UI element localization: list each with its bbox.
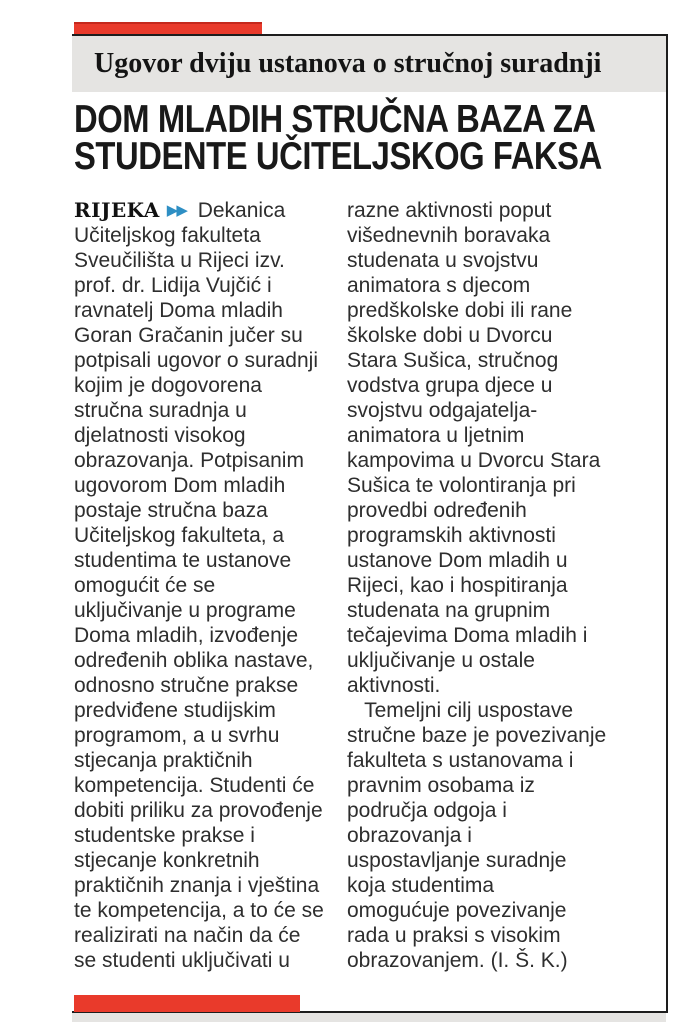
body-text-line: tečajevima Doma mladih i (347, 624, 588, 647)
body-text-line: animatora u ljetnim (347, 424, 525, 447)
body-text-line: ravnatelj Doma mladih (74, 299, 283, 322)
body-text-line: Goran Gračanin jučer su (74, 324, 303, 347)
red-accent-bar-bottom (74, 995, 300, 1012)
left-column-lines (74, 223, 336, 973)
body-text-line: animatora s djecom (347, 274, 531, 297)
body-text-line: uspostavljanje suradnje (347, 849, 567, 872)
body-text-line: višednevnih boravaka (347, 224, 551, 247)
body-text-line: omogućit će se (74, 574, 216, 597)
body-text-line: obrazovanja. Potpisanim (74, 449, 304, 472)
body-text-line: studentima te ustanove (74, 549, 292, 572)
body-text-line: programom, a u svrhu (74, 724, 280, 747)
body-text-line: prof. dr. Lidija Vujčić i (74, 274, 272, 297)
headline-line-2: STUDENTE UČITELJSKOG FAKSA (74, 135, 602, 178)
headline-line-1: DOM MLADIH STRUČNA BAZA ZA (74, 98, 596, 141)
body-text-line: svojstvu odgajatelja- (347, 399, 538, 422)
next-section-gray-strip (72, 1013, 666, 1022)
body-text-line: djelatnosti visokog (74, 424, 246, 447)
body-text-line: Stara Sušica, stručnog (347, 349, 559, 372)
body-text-line: uključivanje u ostale (347, 649, 535, 672)
kicker-strip (72, 36, 666, 92)
body-text-line: te kompetencija, a to će se (74, 899, 324, 922)
body-text-line: praktičnih znanja i vještina (74, 874, 320, 897)
kicker-label: Ugovor dviju ustanova o stručnoj suradnji (94, 48, 602, 79)
body-text-line: predviđene studijskim (74, 699, 276, 722)
body-text-line: Rijeci, kao i hospitiranja (347, 574, 568, 597)
body-text-line: vodstva grupa djece u (347, 374, 553, 397)
body-text-line: studentske prakse i (74, 824, 255, 847)
body-text-line: omogućuje povezivanje (347, 899, 567, 922)
body-text-line: uključivanje u programe (74, 599, 296, 622)
right-column-lines (347, 198, 609, 973)
body-text-line: školske dobi u Dvorcu (347, 324, 553, 347)
body-text-line: kampovima u Dvorcu Stara (347, 449, 601, 472)
dateline-marker-icon: ▶▶ (166, 201, 186, 219)
lead-line (74, 198, 336, 223)
body-text-line: aktivnosti. (347, 674, 441, 697)
body-text-line: fakulteta s ustanovama i (347, 749, 574, 772)
lead-text: Dekanica (191, 199, 286, 222)
body-text-line: dobiti priliku za provođenje (74, 799, 323, 822)
body-text-line: Sveučilišta u Rijeci izv. (74, 249, 285, 272)
body-text-line: rada u praksi s visokim (347, 924, 561, 947)
dateline: RIJEKA (74, 198, 160, 222)
body-text-line: Učiteljskog fakulteta (74, 224, 261, 247)
body-column-left (74, 198, 336, 973)
body-text-line: postaje stručna baza (74, 499, 268, 522)
body-text-line: potpisali ugovor o suradnji (74, 349, 318, 372)
body-text-line: studenata na grupnim (347, 599, 551, 622)
headline (74, 98, 628, 178)
body-text-line: stručna suradnja u (74, 399, 247, 422)
body-text-line: odnosno stručne prakse (74, 674, 299, 697)
body-text-line: ugovorom Dom mladih (74, 474, 286, 497)
body-text-line: obrazovanja i (347, 824, 472, 847)
body-text-line: realizirati na način da će (74, 924, 301, 947)
body-text-line: stručne baze je povezivanje (347, 724, 607, 747)
body-column-right (347, 198, 609, 973)
body-text-line: pravnim osobama iz (347, 774, 535, 797)
body-text-line: Učiteljskog fakulteta, a (74, 524, 285, 547)
body-text-line: kompetencija. Studenti će (74, 774, 315, 797)
body-text-line: Sušica te volontiranja pri (347, 474, 576, 497)
body-text-line: Doma mladih, izvođenje (74, 624, 299, 647)
body-text-line: studenata u svojstvu (347, 249, 539, 272)
body-text-line: određenih oblika nastave, (74, 649, 314, 672)
body-text-line: se studenti uključivati u (74, 949, 290, 972)
body-text-line: Temeljni cilj uspostave (347, 699, 574, 722)
body-text-line: kojim je dogovorena (74, 374, 262, 397)
body-text-line: obrazovanjem. (I. Š. K.) (347, 949, 568, 972)
body-text-line: ustanove Dom mladih u (347, 549, 568, 572)
body-text-line: provedbi određenih (347, 499, 527, 522)
body-text-line: predškolske dobi ili rane (347, 299, 573, 322)
body-text-line: stjecanje konkretnih (74, 849, 260, 872)
body-text-line: koja studentima (347, 874, 495, 897)
body-text-line: stjecanja praktičnih (74, 749, 253, 772)
body-text-line: područja odgoja i (347, 799, 507, 822)
body-text-line: programskih aktivnosti (347, 524, 556, 547)
body-text-line: razne aktivnosti poput (347, 199, 552, 222)
